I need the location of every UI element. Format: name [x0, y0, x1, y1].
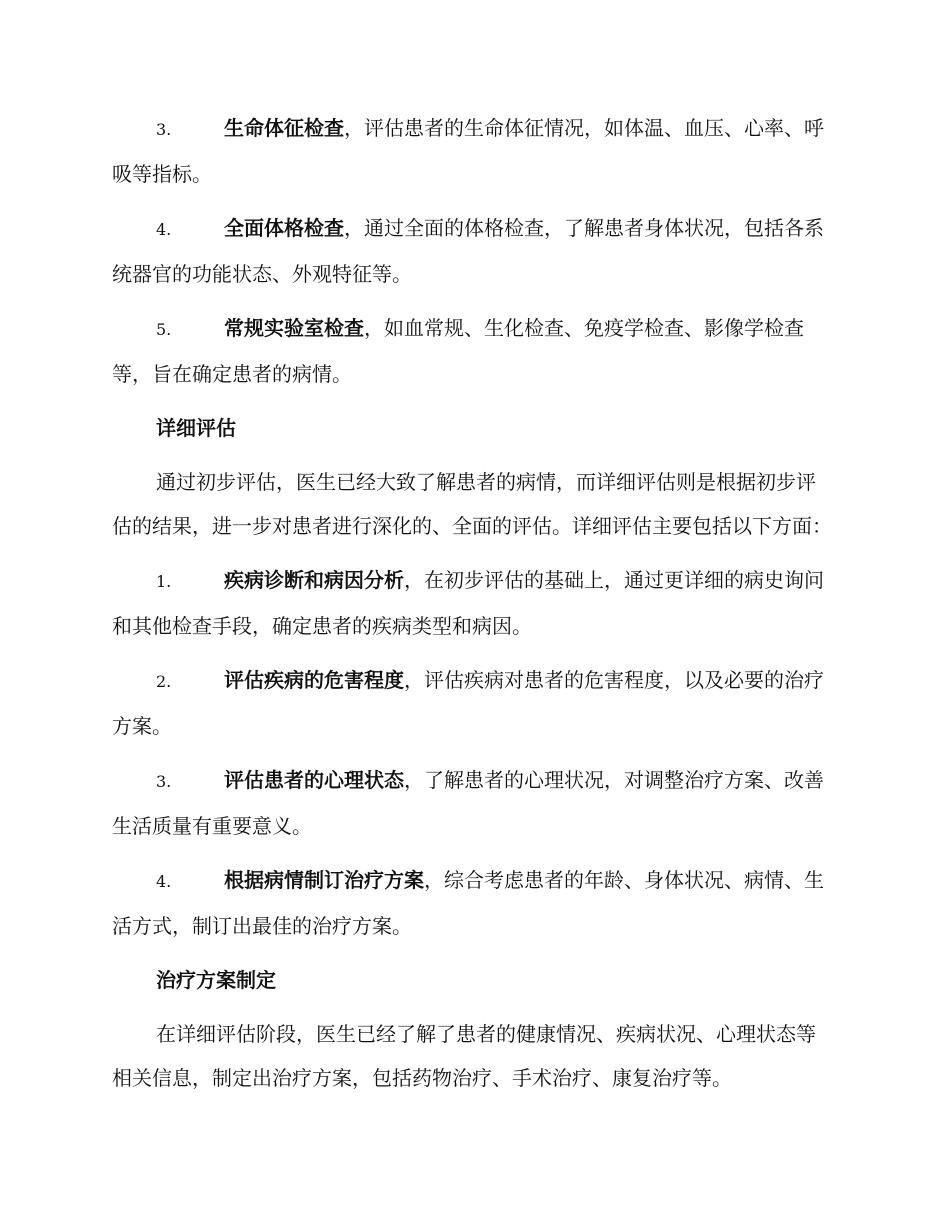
- list-item-text: ，如血常规、生化检查、免疫学检查、影像学检查等，旨在确定患者的病情。: [112, 316, 804, 386]
- list-number: 1.: [156, 572, 172, 591]
- section-intro-detail: 通过初步评估，医生已经大致了解患者的病情，而详细评估则是根据初步评估的结果，进一步对患者进行深化的、全面的评估。详细评估主要包括以下方面：: [112, 470, 832, 538]
- list-item-text: ，综合考虑患者的年龄、身体状况、病情、生活方式，制订出最佳的治疗方案。: [112, 868, 824, 938]
- list-item: [112, 306, 834, 396]
- list-item-text: ，在初步评估的基础上，通过更详细的病史询问和其他检查手段，确定患者的疾病类型和病因。: [112, 568, 824, 638]
- list-item-term: 生命体征检查: [224, 116, 344, 140]
- section-heading-plan: 治疗方案制定: [156, 968, 276, 992]
- list-item-text: ，了解患者的心理状况，对调整治疗方案、改善生活质量有重要意义。: [112, 768, 824, 838]
- list-item-term: 评估患者的心理状态: [224, 768, 404, 792]
- list-item-term: 全面体格检查: [224, 216, 344, 240]
- list-item: [112, 558, 834, 648]
- section-heading-detail: 详细评估: [156, 416, 236, 440]
- list-item-term: 常规实验室检查: [224, 316, 364, 340]
- list-number: 4.: [156, 872, 172, 891]
- list-item-term: 疾病诊断和病因分析: [224, 568, 404, 592]
- list-number: 4.: [156, 220, 172, 239]
- list-item-text: ，评估疾病对患者的危害程度，以及必要的治疗方案。: [112, 668, 824, 738]
- list-item: [112, 106, 834, 196]
- list-item-text: ，通过全面的体格检查，了解患者身体状况，包括各系统器官的功能状态、外观特征等。: [112, 216, 824, 286]
- list-number: 3.: [156, 772, 172, 791]
- list-number: 2.: [156, 672, 172, 691]
- list-item-term: 根据病情制订治疗方案: [224, 868, 424, 892]
- list-item: [112, 858, 834, 948]
- list-item: [112, 658, 834, 748]
- list-item: [112, 758, 834, 848]
- list-number: 5.: [156, 320, 172, 339]
- list-number: 3.: [156, 120, 172, 139]
- section-intro-plan: 在详细评估阶段，医生已经了解了患者的健康情况、疾病状况、心理状态等相关信息，制定出治疗方案，包括药物治疗、手术治疗、康复治疗等。: [112, 1022, 816, 1090]
- document-body: [112, 106, 834, 1110]
- list-item-text: ，评估患者的生命体征情况，如体温、血压、心率、呼吸等指标。: [112, 116, 824, 186]
- list-item-term: 评估疾病的危害程度: [224, 668, 404, 692]
- list-item: [112, 206, 834, 296]
